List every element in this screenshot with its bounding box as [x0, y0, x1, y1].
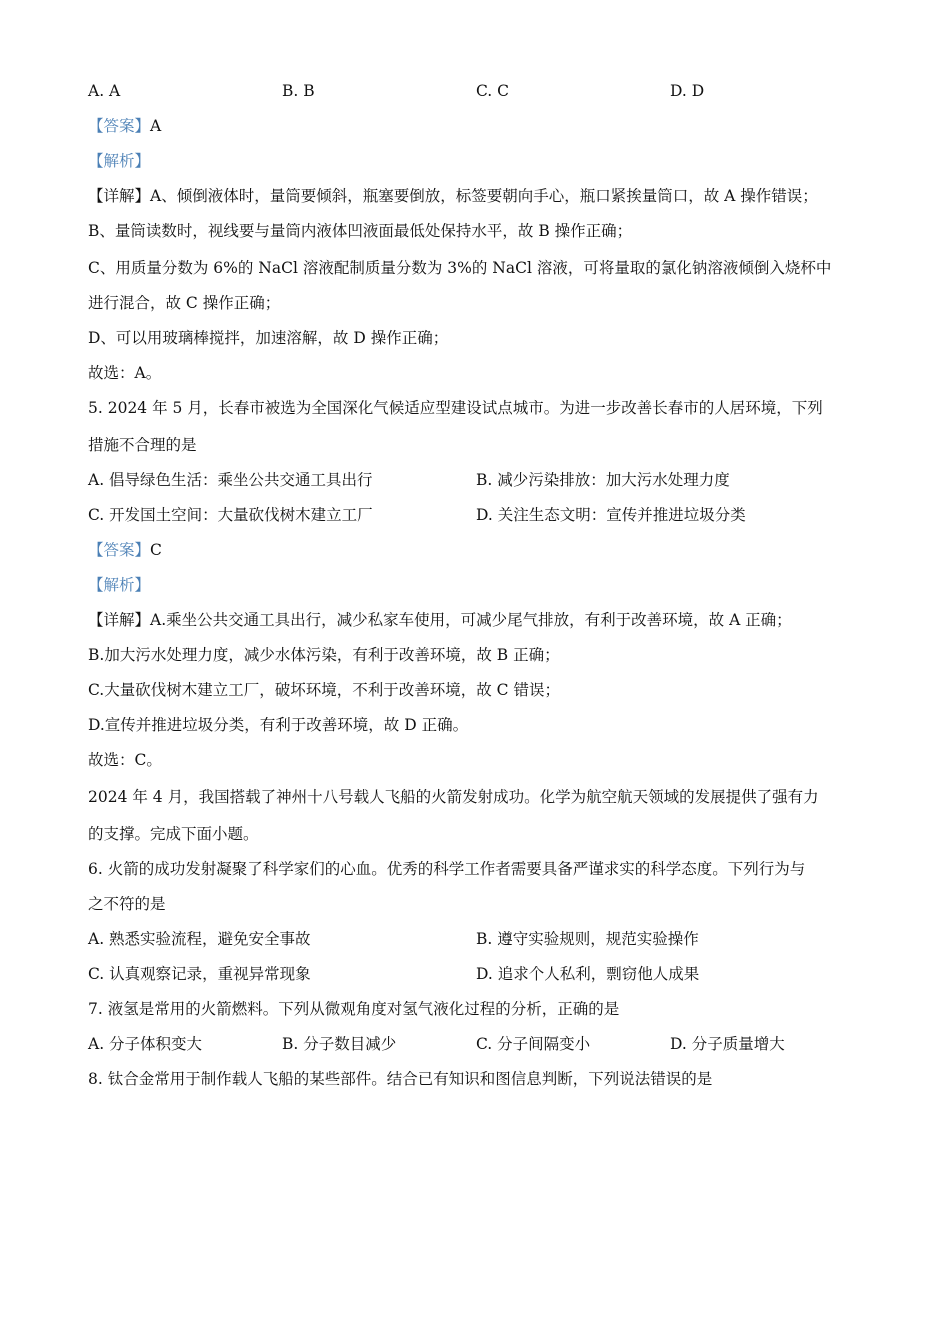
detail-tag: 【详解】 — [88, 611, 151, 629]
analysis-tag: 【解析】 — [88, 576, 151, 594]
q4-detail-line: C、用质量分数为 6%的 NaCl 溶液配制质量分数为 3%的 NaCl 溶液，可将量取的氯化钠溶液倾倒入烧杯中 — [88, 259, 832, 277]
q5-detail-line: B.加大污水处理力度，减少水体污染，有利于改善环境，故 B 正确； — [88, 646, 560, 664]
q5-stem: 5. 2024 年 5 月，长春市被选为全国深化气候适应型建设试点城市。为进一步改善长春市的人居环境，下列 — [88, 399, 823, 417]
detail-text: A.乘坐公共交通工具出行，减少私家车使用，可减少尾气排放，有利于改善环境，故 A 正确； — [150, 611, 792, 629]
q4-conclusion: 故选：A。 — [88, 364, 162, 382]
group-intro: 2024 年 4 月，我国搭载了神州十八号载人飞船的火箭发射成功。化学为航空航天领域的发展提供了强有力 — [88, 788, 819, 806]
q4-option-d: D. D — [670, 82, 705, 100]
q6-stem: 之不符的是 — [88, 895, 166, 913]
q5-option-a: A. 倡导绿色生活：乘坐公共交通工具出行 — [88, 471, 373, 489]
q7-option-b: B. 分子数目减少 — [282, 1035, 397, 1053]
q4-option-c: C. C — [476, 82, 510, 100]
q6-option-d: D. 追求个人私利，剽窃他人成果 — [476, 965, 700, 983]
q4-detail-line: D、可以用玻璃棒搅拌，加速溶解，故 D 操作正确； — [88, 329, 449, 347]
answer-value: C — [150, 541, 162, 559]
q5-option-c: C. 开发国土空间：大量砍伐树木建立工厂 — [88, 506, 373, 524]
q4-option-a: A. A — [88, 82, 121, 100]
q4-answer — [88, 115, 863, 137]
q7-option-a: A. 分子体积变大 — [88, 1035, 203, 1053]
q5-detail-line — [88, 609, 863, 631]
detail-tag: 【详解】 — [88, 187, 151, 205]
q4-option-b: B. B — [282, 82, 315, 100]
answer-value: A — [150, 117, 162, 135]
detail-text: A、倾倒液体时，量筒要倾斜，瓶塞要倒放，标签要朝向手心，瓶口紧挨量筒口，故 A 操作错误； — [150, 187, 818, 205]
q4-analysis-heading — [88, 150, 863, 172]
q5-conclusion: 故选：C。 — [88, 751, 162, 769]
q6-option-b: B. 遵守实验规则，规范实验操作 — [476, 930, 699, 948]
group-intro: 的支撑。完成下面小题。 — [88, 825, 259, 843]
q5-option-d: D. 关注生态文明：宣传并推进垃圾分类 — [476, 506, 746, 524]
analysis-tag: 【解析】 — [88, 152, 151, 170]
q7-option-d: D. 分子质量增大 — [670, 1035, 785, 1053]
q5-analysis-heading — [88, 574, 863, 596]
answer-tag: 【答案】 — [88, 117, 151, 135]
q7-stem: 7. 液氢是常用的火箭燃料。下列从微观角度对氢气液化过程的分析，正确的是 — [88, 1000, 620, 1018]
q5-answer — [88, 539, 863, 561]
q6-option-c: C. 认真观察记录，重视异常现象 — [88, 965, 311, 983]
q6-stem: 6. 火箭的成功发射凝聚了科学家们的心血。优秀的科学工作者需要具备严谨求实的科学态度。下列行为与 — [88, 860, 806, 878]
answer-tag: 【答案】 — [88, 541, 151, 559]
q5-detail-line: D.宣传并推进垃圾分类，有利于改善环境，故 D 正确。 — [88, 716, 469, 734]
q5-detail-line: C.大量砍伐树木建立工厂，破坏环境，不利于改善环境，故 C 错误； — [88, 681, 560, 699]
q7-option-c: C. 分子间隔变小 — [476, 1035, 591, 1053]
q4-detail-line — [88, 185, 863, 207]
q4-detail-line: B、量筒读数时，视线要与量筒内液体凹液面最低处保持水平，故 B 操作正确； — [88, 222, 633, 240]
q5-option-b: B. 减少污染排放：加大污水处理力度 — [476, 471, 730, 489]
q8-stem: 8. 钛合金常用于制作载人飞船的某些部件。结合已有知识和图信息判断，下列说法错误的是 — [88, 1070, 713, 1088]
q6-option-a: A. 熟悉实验流程，避免安全事故 — [88, 930, 311, 948]
q5-stem: 措施不合理的是 — [88, 436, 197, 454]
q4-detail-line: 进行混合，故 C 操作正确； — [88, 294, 281, 312]
